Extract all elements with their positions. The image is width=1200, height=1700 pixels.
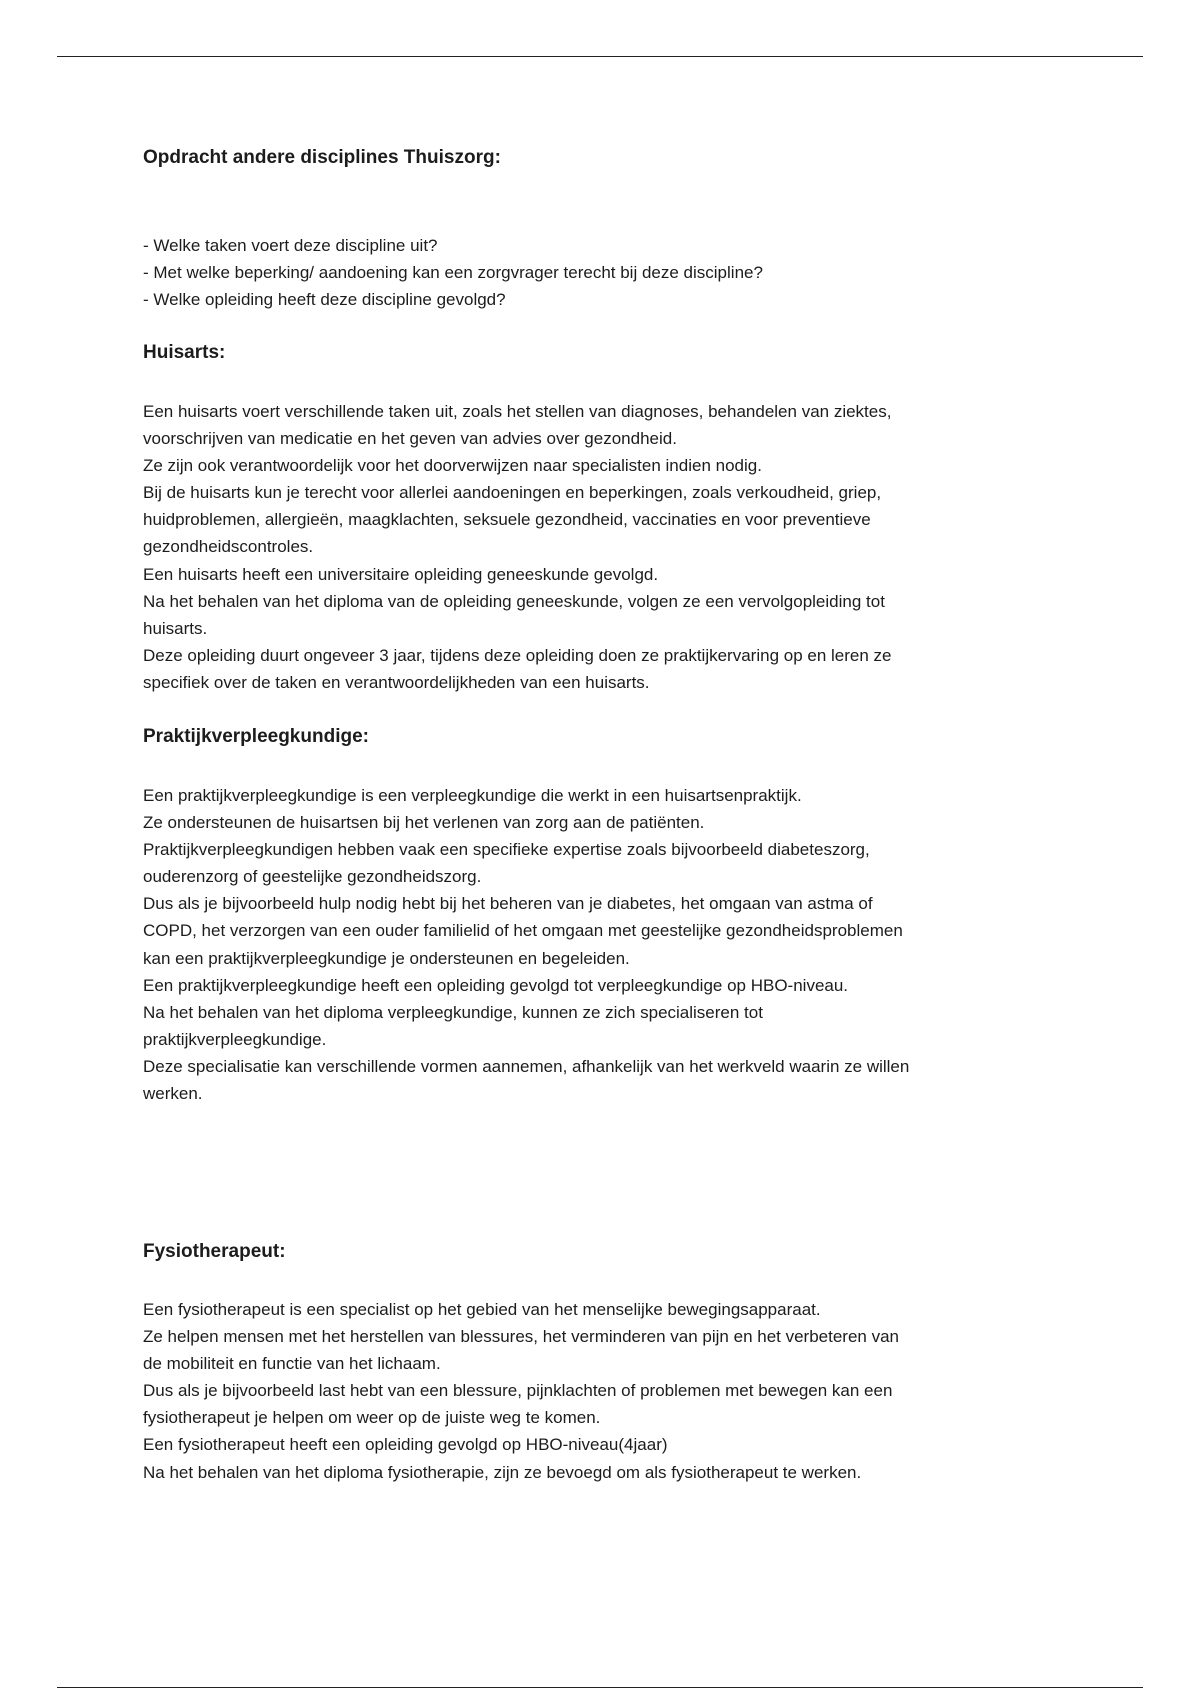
text-line: gezondheidscontroles. [143,537,314,557]
section-paragraph [143,398,1078,696]
section-heading: Praktijkverpleegkundige: [143,726,369,747]
question-item: - Welke opleiding heeft deze discipline gevolgd? [143,290,506,309]
text-line: Dus als je bijvoorbeeld hulp nodig hebt bij het beheren van je diabetes, het omgaan van astma of [143,894,873,914]
document-title: Opdracht andere disciplines Thuiszorg: [143,147,501,168]
question-item: - Met welke beperking/ aandoening kan een zorgvrager terecht bij deze discipline? [143,263,763,282]
text-line: Ze ondersteunen de huisartsen bij het verlenen van zorg aan de patiënten. [143,813,705,833]
text-line: Na het behalen van het diploma fysiotherapie, zijn ze bevoegd om als fysiotherapeut te werken. [143,1462,862,1482]
section-heading: Fysiotherapeut: [143,1241,286,1262]
text-line: fysiotherapeut je helpen om weer op de juiste weg te komen. [143,1408,601,1428]
text-line: voorschrijven van medicatie en het geven van advies over gezondheid. [143,429,677,449]
text-line: Een praktijkverpleegkundige is een verpleegkundige die werkt in een huisartsenpraktijk. [143,786,802,805]
section-huisarts [143,341,1078,696]
question-item: - Welke taken voert deze discipline uit? [143,236,438,255]
text-line: Bij de huisarts kun je terecht voor allerlei aandoeningen en beperkingen, zoals verkoudheid, griep, [143,483,882,503]
text-line: kan een praktijkverpleegkundige je ondersteunen en begeleiden. [143,948,630,968]
text-line: Een huisarts voert verschillende taken uit, zoals het stellen van diagnoses, behandelen van ziektes, [143,402,892,421]
bottom-rule [57,1687,1143,1688]
text-line: Na het behalen van het diploma verpleegkundige, kunnen ze zich specialiseren tot [143,1002,763,1022]
text-line: Dus als je bijvoorbeeld last hebt van een blessure, pijnklachten of problemen met bewegen kan een [143,1381,893,1401]
text-line: Een praktijkverpleegkundige heeft een opleiding gevolgd tot verpleegkundige op HBO-niveau. [143,975,849,995]
section-paragraph [143,1296,1078,1486]
text-line: ouderenzorg of geestelijke gezondheidszorg. [143,867,482,887]
text-line: huidproblemen, allergieën, maagklachten, seksuele gezondheid, vaccinaties en voor preventieve [143,510,871,530]
text-line: praktijkverpleegkundige. [143,1029,327,1049]
text-line: Ze zijn ook verantwoordelijk voor het doorverwijzen naar specialisten indien nodig. [143,456,762,476]
section-heading: Huisarts: [143,342,226,363]
text-line: Praktijkverpleegkundigen hebben vaak een specifieke expertise zoals bijvoorbeeld diabeteszorg, [143,840,870,860]
text-line: Een huisarts heeft een universitaire opleiding geneeskunde gevolgd. [143,564,659,584]
text-line: specifiek over de taken en verantwoordelijkheden van een huisarts. [143,672,650,692]
text-line: de mobiliteit en functie van het lichaam. [143,1354,441,1374]
text-line: Deze opleiding duurt ongeveer 3 jaar, tijdens deze opleiding doen ze praktijkervaring op en leren ze [143,645,892,665]
section-fysiotherapeut [143,1240,1078,1486]
text-line: COPD, het verzorgen van een ouder familielid of het omgaan met geestelijke gezondheidsproblemen [143,921,903,941]
text-line: huisarts. [143,618,208,638]
text-line: Een fysiotherapeut heeft een opleiding gevolgd op HBO-niveau(4jaar) [143,1435,668,1455]
text-line: Na het behalen van het diploma van de opleiding geneeskunde, volgen ze een vervolgopleiding tot [143,591,885,611]
text-line: Ze helpen mensen met het herstellen van blessures, het verminderen van pijn en het verbeteren van [143,1327,900,1347]
top-rule [57,56,1143,57]
text-line: werken. [143,1084,203,1104]
section-praktijkverpleegkundige [143,725,1078,1107]
text-line: Een fysiotherapeut is een specialist op het gebied van het menselijke bewegingsapparaat. [143,1300,821,1319]
question-list [143,232,763,313]
text-line: Deze specialisatie kan verschillende vormen aannemen, afhankelijk van het werkveld waarin ze willen [143,1056,910,1076]
section-paragraph [143,782,1078,1107]
